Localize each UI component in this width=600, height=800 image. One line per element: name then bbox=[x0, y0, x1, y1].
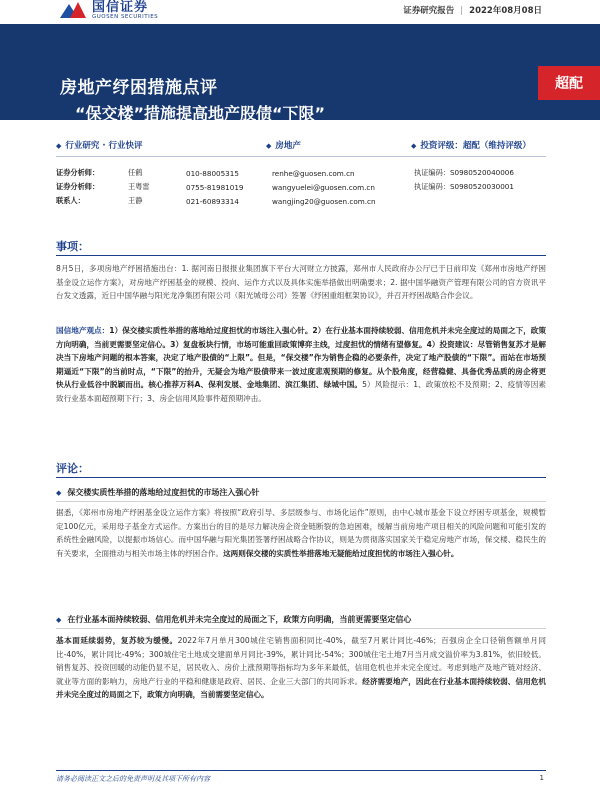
comment-para-2: 基本面延续弱势，复苏较为缓慢。2022年7月单月300城住宅销售面积同比-40%，截至7月累计同比-46%；百强房企全口径销售额单月同比-40%，累计同比-49%；300城住宅土地成交建面单月同比-39%，累计同比-54%；300城住宅土地7月当月成交溢价率为3.81%，依旧较低。销售复苏、投资回暖的动能仍显不足，居民收入、房价上涨预期等指标均为多年来最低，信用危机也并未完全度过。考虑到地产及地产链对经济、就业等方面的影响力，房地产行业的平稳和健康是政府、居民、企业三大部门的共同诉求。经济需要地产，因此在行业基本面持续较弱、信用危机并未完全度过的局面之下，政策方向明确，当前需要坚定信心。 bbox=[56, 636, 547, 699]
view-paragraph bbox=[56, 324, 546, 405]
risk-body: 5）风险提示：1、政策放松不及预期；2、疫情等因素致行业基本面超预期下行；3、房企信用风险事件超预期冲击。 bbox=[56, 380, 547, 403]
analyst-row: 证券分析师： 王粤雷 0755-81981019 wangyuelei@guosen.com.cn 执证编码：S0980520030001 bbox=[56, 182, 514, 192]
top-header bbox=[0, 0, 600, 24]
page-number: 1 bbox=[539, 774, 544, 782]
diamond-icon: ◆ bbox=[411, 142, 417, 150]
logo-en: GUOSEN SECURITIES bbox=[92, 14, 159, 21]
footer-disclaimer: 请务必阅读正文之后的免责声明及其项下所有内容 bbox=[56, 775, 210, 783]
rating-label: 投资评级：超配（维持评级） bbox=[420, 141, 531, 151]
comment-rule bbox=[56, 477, 546, 478]
view-label: 国信地产观点： bbox=[56, 326, 110, 335]
meta-divider bbox=[56, 156, 546, 157]
comment-bullet-1: ◆ 保交楼实质性举措的落地给过度担忧的市场注入强心针 bbox=[56, 488, 260, 497]
events-body: 8月5日，多项房地产纾困措施出台：1. 据河南日报报业集团旗下平台大河财立方披露，郑州市人民政府办公厅已于日前印发《郑州市房地产纾困基金设立运作方案》，对房地产纾困基金的规模、投向、运作方式以及具体实施举措做出明确要求；2. 据中国华融资产管理有限公司的官方资讯平台发文透露，近日中国华融与阳光龙净集团有限公司（阳光城母公司）签署《纾困重组框架协议》，并召开纾困战略合作会议。 bbox=[56, 264, 546, 300]
events-rule bbox=[56, 255, 546, 256]
comment-bullet-2: ◆ 在行业基本面持续较弱、信用危机并未完全度过的局面之下，政策方向明确，当前更需要坚定信心 bbox=[56, 615, 412, 624]
diamond-icon: ◆ bbox=[56, 488, 62, 497]
report-title: 房地产纾困措施点评 bbox=[60, 78, 218, 98]
analyst-row: 证券分析师： 任鹤 010-88005315 renhe@guosen.com.cn 执证编码：S0980520040006 bbox=[56, 168, 514, 178]
report-type: 证券研究报告 bbox=[403, 6, 455, 16]
analyst-email[interactable]: wangyuelei@guosen.com.cn bbox=[272, 182, 375, 192]
company-logo bbox=[60, 0, 158, 22]
diamond-icon: ◆ bbox=[266, 142, 272, 150]
comment-para-1: 据悉，《郑州市房地产纾困基金设立运作方案》将按照“政府引导、多层级参与、市场化运作”原则，由中心城市基金下设立纾困专项基金，规模暂定100亿元，采用母子基金方式运作。方案出台的目的是尽力解决房企资金链断裂的急迫困难，缓解当前房地产项目相关的风险问题和可能引发的系统性金融风险，以提振市场信心。而中国华融与阳光集团签署纾困战略合作协议，则是为贯彻落实国家关于稳定房地产市场，保交楼、稳民生的有关要求，全面推动与相关市场主体的纾困合作。这两则保交楼的实质性举措落地无疑能给过度担忧的市场注入强心针。 bbox=[56, 508, 546, 558]
view-body: 1）保交楼实质性举措的落地给过度担忧的市场注入强心针。2）在行业基本面持续较弱、信用危机并未完全度过的局面之下，政策方向明确，当前更需要坚定信心。3）复盘板块行情，市场可能重回政策博弈主线，过度担忧的情绪有望修复。4）投资建议：尽管销售复苏才是解决当下房地产问题的根本答案，决定了地产股债的“上限”。但是，“保交楼”作为销售企稳的必要条件，决定了地产股债的“下限”。而站在市场预期逼近“下限”的当前时点，“下限”的抬升，无疑会为地产股债带来一波过度悲观预期的修复。从个股角度，经营稳健、具备优秀品质的房企将更快从行业低谷中脱颖而出。核心推荐万科A、保利发展、金地集团、滨江集团、绿城中国。 bbox=[56, 326, 547, 389]
analyst-email[interactable]: renhe@guosen.com.cn bbox=[272, 168, 355, 178]
title-banner bbox=[0, 24, 600, 123]
bullet-divider bbox=[56, 501, 546, 502]
report-date: 2022年08月08日 bbox=[469, 6, 542, 16]
header-meta: 证券研究报告 | 2022年08月08日 bbox=[403, 6, 542, 16]
diamond-icon: ◆ bbox=[56, 142, 62, 150]
comment-heading: 评论： bbox=[56, 462, 89, 475]
logo-mark-icon bbox=[60, 2, 86, 20]
events-heading: 事项： bbox=[56, 240, 89, 253]
bullet-divider bbox=[56, 628, 546, 629]
footer-rule bbox=[56, 770, 546, 771]
diamond-icon: ◆ bbox=[56, 615, 62, 624]
rating-badge: 超配 bbox=[538, 66, 600, 100]
analyst-row: 联系人： 王静 021-60893314 wangjing20@guosen.com.cn bbox=[56, 194, 556, 208]
meta-row bbox=[56, 136, 546, 154]
logo-cn: 国信证券 bbox=[92, 0, 149, 16]
report-subtitle: “保交楼”措施提高地产股债“下限” bbox=[75, 104, 326, 123]
analyst-email[interactable]: wangjing20@guosen.com.cn bbox=[272, 196, 376, 206]
industry-label: 行业研究 · 行业快评 bbox=[65, 141, 143, 151]
sector-label: 房地产 bbox=[275, 141, 301, 151]
analyst-table bbox=[56, 166, 556, 208]
